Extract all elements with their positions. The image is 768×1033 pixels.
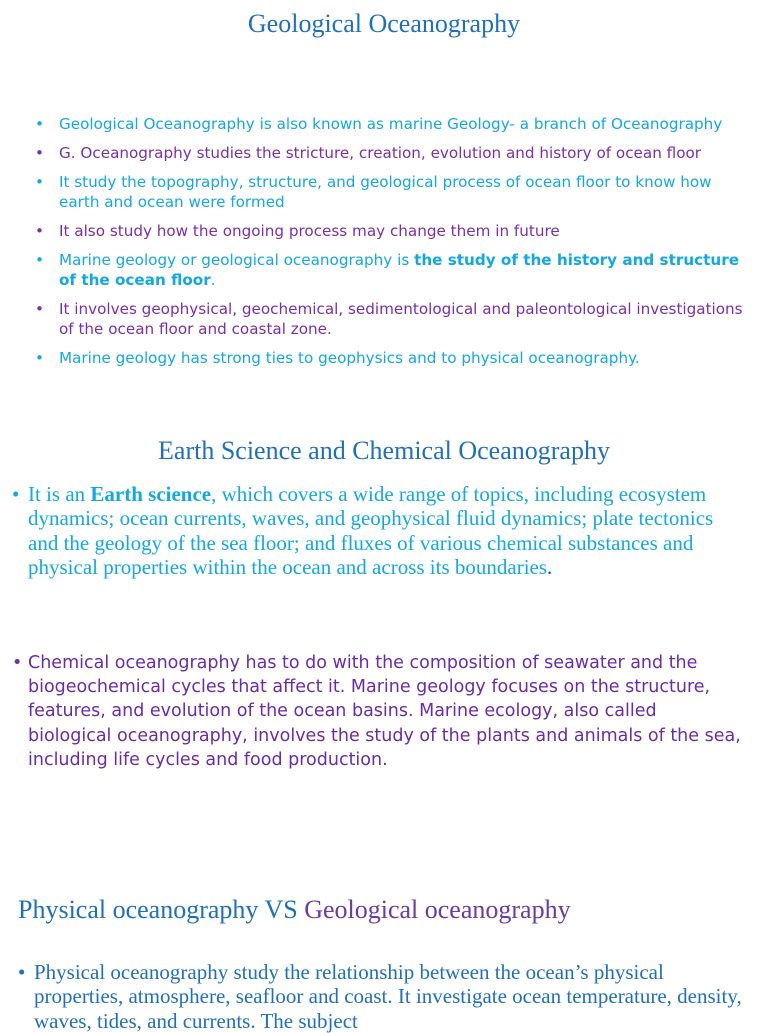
bullet-item bbox=[0, 250, 768, 290]
para-text: , which covers a wide range of topics, including ecosystem dynamics; ocean currents, waves, and geophysical fluid dynamics; plate tectonics and the geology of the sea floor; and fluxes of various chemical substances and physical properties within the ocean and across its boundaries bbox=[28, 482, 714, 580]
earth-science-title: Earth Science and Chemical Oceanography bbox=[158, 436, 610, 465]
bullet-item: • It also study how the ongoing process may change them in future bbox=[0, 221, 768, 241]
bullet-text-end: . bbox=[210, 271, 216, 289]
bullet-text: Marine geology or geological oceanography is bbox=[59, 251, 415, 269]
chemical-oceanography-bullets bbox=[0, 651, 768, 772]
earth-science-paragraph bbox=[0, 482, 768, 580]
physical-vs-geological-title bbox=[18, 894, 571, 926]
bullet-item: • G. Oceanography studies the stricture, creation, evolution and history of ocean floor bbox=[0, 143, 768, 163]
earth-science-bullets bbox=[0, 482, 768, 580]
bullet-item: • Marine geology has strong ties to geophysics and to physical oceanography. bbox=[0, 348, 768, 368]
physical-oceanography-paragraph: • Physical oceanography study the relationship between the ocean’s physical properties, atmosphere, seafloor and coast. It investigate ocean temperature, density, waves, tides, and currents. The subject bbox=[6, 960, 768, 1033]
para-text: It is an bbox=[28, 482, 91, 506]
earth-science-bold: Earth science bbox=[90, 482, 212, 506]
bullet-item: • Geological Oceanography is also known as marine Geology- a branch of Oceanography bbox=[0, 114, 768, 134]
geological-oceanography-title: Geological Oceanography bbox=[247, 9, 521, 38]
bullet-item: • It study the topography, structure, and geological process of ocean floor to know how earth and ocean were formed bbox=[0, 172, 768, 212]
para-end: . bbox=[547, 555, 553, 580]
physical-oceanography-bullets bbox=[6, 960, 768, 1033]
title-part-geological: Geological oceanography bbox=[304, 895, 571, 924]
bullet-bold-text: the study of the history and structure of the ocean floor bbox=[59, 251, 740, 289]
geological-oceanography-bullets bbox=[0, 114, 768, 377]
title-part-physical: Physical oceanography VS bbox=[18, 895, 305, 924]
bullet-item: • It involves geophysical, geochemical, sedimentological and paleontological investigations of the ocean floor and coastal zone. bbox=[0, 299, 768, 339]
chemical-oceanography-paragraph: • Chemical oceanography has to do with the composition of seawater and the biogeochemical cycles that affect it. Marine geology focuses on the structure, features, and evolution of the ocean basins. Marine ecology, also called biological oceanography, involves the study of the plants and animals of the sea, including life cycles and food production. bbox=[0, 651, 768, 772]
